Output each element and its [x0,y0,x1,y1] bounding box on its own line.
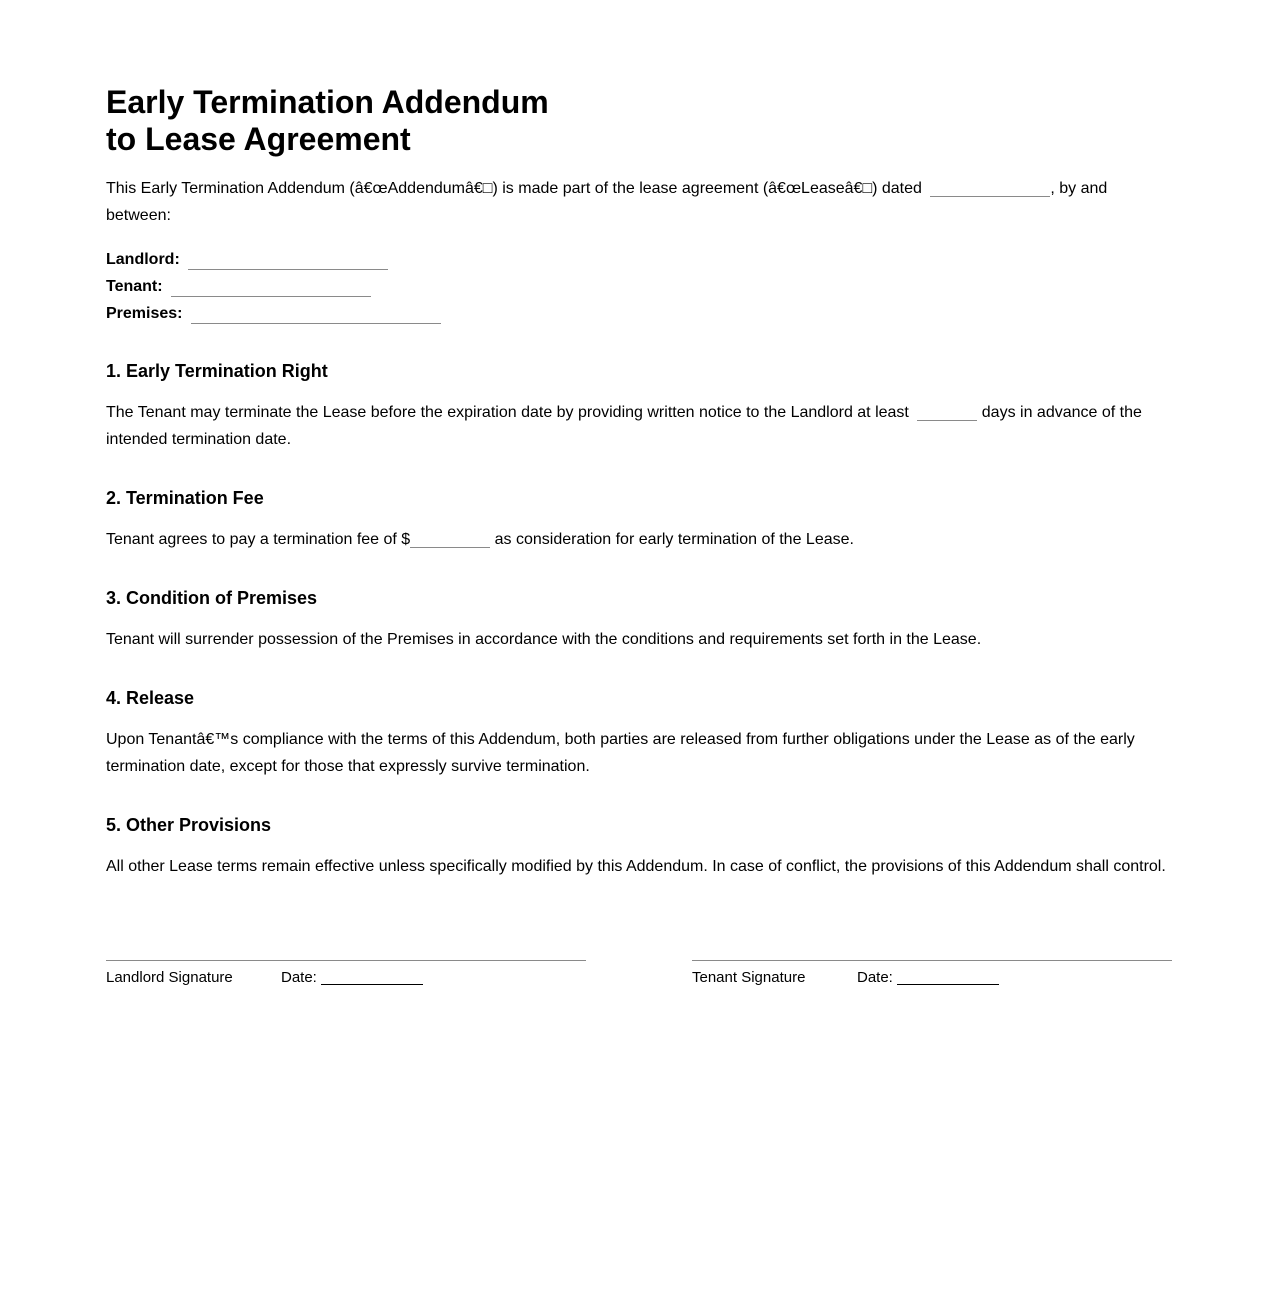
signature-area [106,960,1172,987]
landlord-row [106,246,1172,273]
premises-label: Premises: [106,305,183,322]
section-title: 3. Condition of Premises [106,588,318,608]
title-line-1: Early Termination Addendum [106,84,549,120]
section-text: Tenant agrees to pay a termination fee of $ [106,531,411,548]
notice-days-blank[interactable] [917,404,977,421]
tenant-signature-caption [692,969,1172,987]
section-title: 5. Other Provisions [106,815,272,835]
intro-text-end: , by and between: [106,180,1108,224]
lease-date-blank[interactable] [930,180,1050,197]
premises-blank[interactable] [191,307,441,324]
intro-paragraph [106,175,1172,229]
premises-row [106,300,1172,327]
landlord-date-blank[interactable] [321,969,423,985]
section-release [106,687,1172,780]
tenant-blank[interactable] [171,280,371,297]
section-termination-fee [106,487,1172,553]
section-body [106,526,1172,553]
section-title: 2. Termination Fee [106,488,264,508]
section-body: Tenant will surrender possession of the Premises in accordance with the conditions and requirements set forth in the Lease. [106,631,982,648]
section-body: All other Lease terms remain effective unless specifically modified by this Addendum. In case of conflict, the provisions of this Addendum shall control. [106,858,1166,875]
section-text-end: as consideration for early termination of the Lease. [490,531,854,548]
landlord-label: Landlord: [106,251,180,268]
intro-text: This Early Termination Addendum (â€œAddendumâ€□) is made part of the lease agreement (â€œLeaseâ€□) dated [106,180,922,197]
tenant-signature-label: Tenant Signature [692,969,806,986]
parties-block [106,246,1172,327]
tenant-date-label: Date: [857,969,893,986]
tenant-label: Tenant: [106,278,163,295]
section-text-end: days in advance of the intended termination date. [106,404,1142,448]
section-text: The Tenant may terminate the Lease before the expiration date by providing written notice to the Landlord at least [106,404,909,421]
section-other-provisions [106,814,1172,880]
landlord-date-label: Date: [281,969,317,986]
section-title: 4. Release [106,688,195,708]
section-early-termination-right [106,360,1172,453]
termination-fee-blank[interactable] [410,531,490,548]
document-title [106,84,566,158]
tenant-row [106,273,1172,300]
landlord-signature-line[interactable] [106,960,586,961]
landlord-signature-label: Landlord Signature [106,969,233,986]
tenant-date-blank[interactable] [897,969,999,985]
section-title: 1. Early Termination Right [106,361,328,381]
tenant-signature-block [692,960,1172,987]
title-line-2: to Lease Agreement [106,121,411,157]
landlord-blank[interactable] [188,253,388,270]
section-body [106,399,1172,453]
landlord-signature-caption [106,969,586,987]
addendum-document [106,84,1172,880]
tenant-signature-line[interactable] [692,960,1172,961]
section-body: Upon Tenantâ€™s compliance with the terms of this Addendum, both parties are released from further obligations under the Lease as of the early termination date, except for those that expressly survive termination. [106,731,1135,775]
landlord-signature-block [106,960,586,987]
section-condition-of-premises [106,587,1172,653]
